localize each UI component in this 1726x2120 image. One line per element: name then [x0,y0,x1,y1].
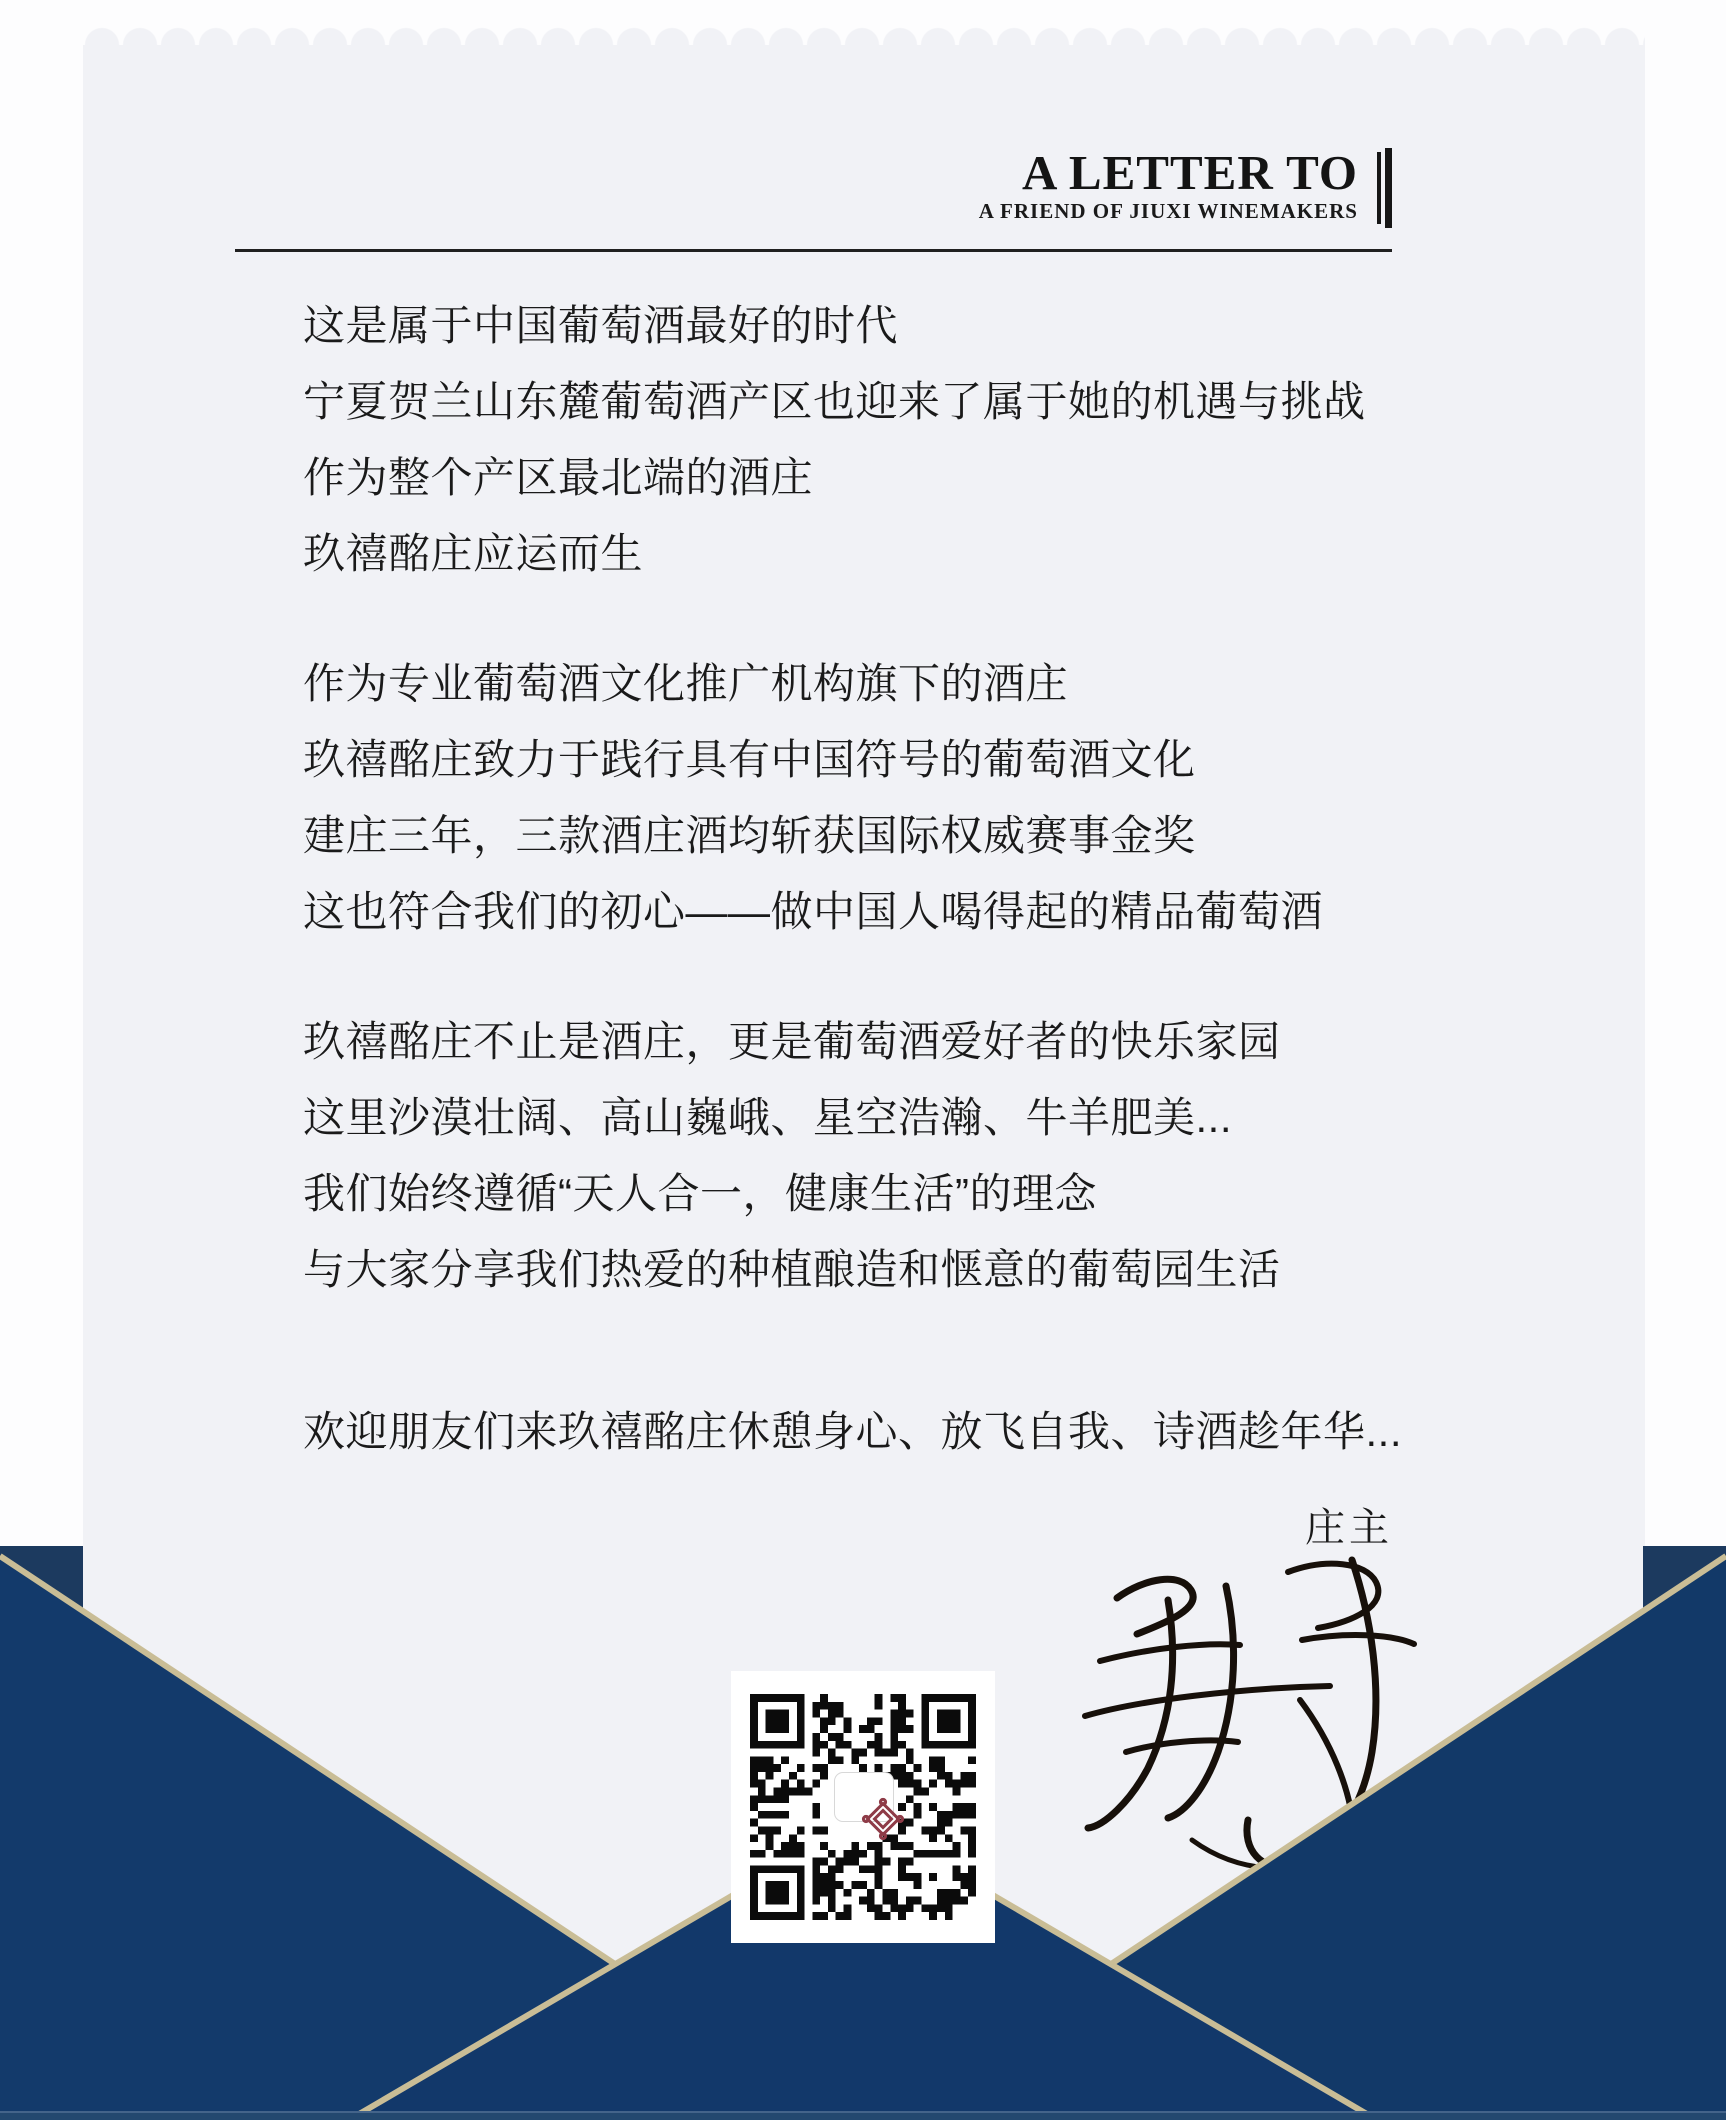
paragraph [303,1394,1573,1470]
paragraph [303,288,1573,592]
paragraph [303,646,1573,950]
letter-body [303,288,1573,1524]
qr-center-logo [834,1772,894,1822]
letter-line: 宁夏贺兰山东麓葡萄酒产区也迎来了属于她的机遇与挑战 [303,378,1366,425]
letter-line: 与大家分享我们热爱的种植酿造和惬意的葡萄园生活 [303,1246,1281,1293]
letter-subtitle: A FRIEND OF JIUXI WINEMAKERS [978,199,1358,223]
paper-scalloped-edge [83,27,1645,45]
letter-line: 作为专业葡萄酒文化推广机构旗下的酒庄 [303,660,1069,707]
letter-line: 建庄三年，三款酒庄酒均斩获国际权威赛事金奖 [303,812,1196,859]
letter-line: 这里沙漠壮阔、高山巍峨、星空浩瀚、牛羊肥美... [303,1094,1233,1141]
qr-code [731,1671,995,1943]
letter-line: 欢迎朋友们来玖禧酩庄休憩身心、放飞自我、诗酒趁年华... [303,1408,1403,1455]
owner-role-label: 庄主 [1305,1506,1393,1550]
letter-title: A LETTER TO [1021,145,1358,200]
letter-line: 这是属于中国葡萄酒最好的时代 [303,302,899,349]
masthead-double-bar-icon [1385,148,1392,228]
jiuxi-knot-icon [854,1795,912,1843]
masthead-rule [235,249,1392,252]
letter-line: 玖禧酩庄应运而生 [303,530,644,577]
paragraph [303,1004,1573,1308]
letter-line: 作为整个产区最北端的酒庄 [303,454,814,501]
letter-line: 这也符合我们的初心——做中国人喝得起的精品葡萄酒 [303,888,1324,935]
envelope-back-right-wedge [1643,1546,1726,1612]
letter-line: 玖禧酩庄致力于践行具有中国符号的葡萄酒文化 [303,736,1196,783]
envelope-back-left-wedge [0,1546,83,1612]
letter-line: 我们始终遵循“天人合一，健康生活”的理念 [303,1170,1097,1217]
letter-line: 玖禧酩庄不止是酒庄，更是葡萄酒爱好者的快乐家园 [303,1018,1281,1065]
masthead-double-bar-icon [1377,152,1381,224]
